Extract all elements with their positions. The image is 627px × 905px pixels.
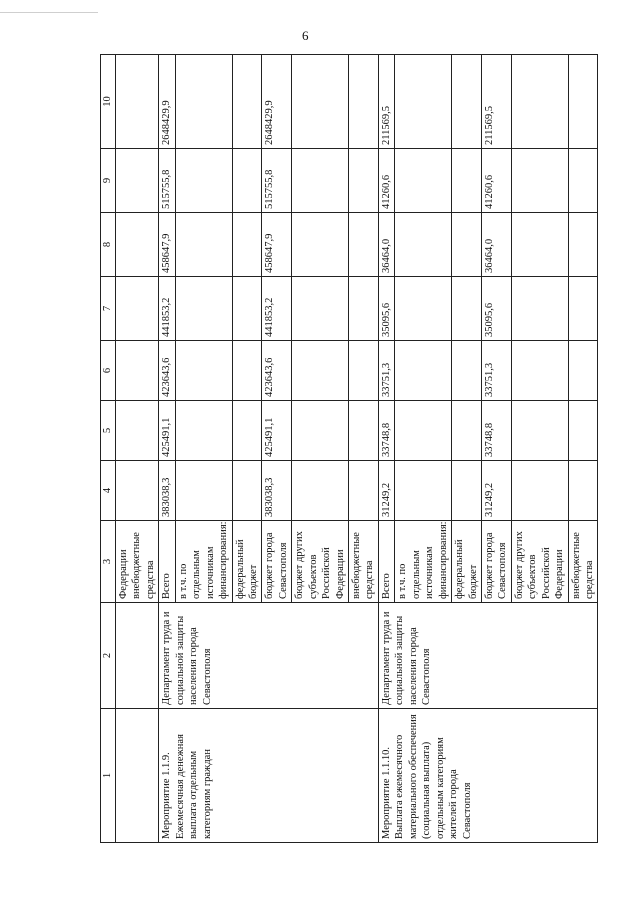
value-cell <box>349 401 379 461</box>
value-cell <box>511 341 568 401</box>
value-cell: 31249,2 <box>378 461 394 521</box>
value-cell <box>175 277 232 341</box>
value-cell <box>116 55 159 149</box>
value-cell: 423643,6 <box>159 341 175 401</box>
value-cell: 211569,5 <box>481 55 511 149</box>
source-label: внебюджетные средства <box>131 532 156 599</box>
value-cell <box>395 149 452 213</box>
value-cell: 425491,1 <box>159 401 175 461</box>
value-cell <box>568 461 598 521</box>
value-cell: 2648429,9 <box>159 55 175 149</box>
value-cell <box>395 461 452 521</box>
value-cell <box>116 149 159 213</box>
funding-source: федеральный бюджет <box>232 521 262 603</box>
value-cell <box>232 461 262 521</box>
value-cell: 33748,8 <box>378 401 394 461</box>
value-cell: 515755,8 <box>262 149 292 213</box>
value-cell <box>568 341 598 401</box>
value-cell <box>395 401 452 461</box>
measure-name: Мероприятие 1.1.10. Выплата ежемесячного материального обеспечения (социальная выплата) отдельным категориям жителей города Севастополя <box>378 709 598 843</box>
value-cell <box>292 213 349 277</box>
value-cell <box>175 55 232 149</box>
value-cell: 41260,6 <box>481 149 511 213</box>
value-cell <box>511 461 568 521</box>
value-cell <box>452 149 482 213</box>
value-cell <box>292 149 349 213</box>
executor-name: Департамент труда и социальной защиты населения города Севастополя <box>159 603 379 709</box>
funding-source: в т.ч. по отдельным источникам финансирования: <box>175 521 232 603</box>
funding-source: бюджет города Севастополя <box>481 521 511 603</box>
value-cell <box>292 401 349 461</box>
funding-source: бюджет других субъектов Российской Федерации <box>511 521 568 603</box>
value-cell <box>568 401 598 461</box>
column-number: 4 <box>101 461 116 521</box>
value-cell <box>568 277 598 341</box>
value-cell: 33751,3 <box>481 341 511 401</box>
value-cell: 33748,8 <box>481 401 511 461</box>
value-cell: 458647,9 <box>159 213 175 277</box>
value-cell <box>349 55 379 149</box>
value-cell <box>511 277 568 341</box>
value-cell <box>511 401 568 461</box>
value-cell: 33751,3 <box>378 341 394 401</box>
value-cell <box>232 55 262 149</box>
value-cell: 35095,6 <box>378 277 394 341</box>
value-cell: 425491,1 <box>262 401 292 461</box>
value-cell <box>116 401 159 461</box>
table-body <box>101 55 598 843</box>
column-number-row <box>101 55 116 843</box>
funding-source: в т.ч. по отдельным источникам финансирования: <box>395 521 452 603</box>
page-number: 6 <box>302 28 309 43</box>
column-number: 1 <box>101 709 116 843</box>
funding-source: Всего <box>159 521 175 603</box>
value-cell <box>452 213 482 277</box>
value-cell <box>349 277 379 341</box>
value-cell <box>452 401 482 461</box>
executor-name: Департамент труда и социальной защиты населения города Севастополя <box>378 603 598 709</box>
continuation-row <box>116 55 159 843</box>
value-cell: 441853,2 <box>262 277 292 341</box>
value-cell <box>292 341 349 401</box>
value-cell <box>175 341 232 401</box>
column-number: 5 <box>101 401 116 461</box>
value-cell <box>116 341 159 401</box>
column-number: 10 <box>101 55 116 149</box>
scan-edge-mark <box>0 12 98 13</box>
value-cell: 441853,2 <box>159 277 175 341</box>
value-cell <box>452 55 482 149</box>
value-cell <box>232 401 262 461</box>
value-cell <box>511 55 568 149</box>
value-cell <box>452 277 482 341</box>
value-cell: 423643,6 <box>262 341 292 401</box>
column-number: 2 <box>101 603 116 709</box>
value-cell <box>232 213 262 277</box>
value-cell <box>116 213 159 277</box>
value-cell: 383038,3 <box>159 461 175 521</box>
value-cell <box>116 461 159 521</box>
value-cell <box>568 55 598 149</box>
value-cell <box>395 341 452 401</box>
value-cell <box>568 213 598 277</box>
value-cell <box>349 213 379 277</box>
value-cell <box>349 341 379 401</box>
value-cell <box>395 213 452 277</box>
value-cell: 41260,6 <box>378 149 394 213</box>
value-cell <box>349 149 379 213</box>
value-cell: 36464,0 <box>378 213 394 277</box>
value-cell <box>116 277 159 341</box>
value-cell <box>175 213 232 277</box>
funding-source: внебюджетные средства <box>568 521 598 603</box>
value-cell: 36464,0 <box>481 213 511 277</box>
funding-source: бюджет города Севастополя <box>262 521 292 603</box>
table-row <box>159 55 175 843</box>
value-cell <box>232 341 262 401</box>
value-cell: 31249,2 <box>481 461 511 521</box>
value-cell <box>395 55 452 149</box>
table-row <box>378 55 394 843</box>
program-financing-table <box>100 54 598 843</box>
column-number: 8 <box>101 213 116 277</box>
value-cell <box>349 461 379 521</box>
rotated-table-wrapper <box>100 55 595 843</box>
value-cell <box>292 55 349 149</box>
value-cell <box>232 149 262 213</box>
column-number: 3 <box>101 521 116 603</box>
funding-source: бюджет других субъектов Российской Федерации <box>292 521 349 603</box>
measure-name-cell <box>116 709 159 843</box>
value-cell <box>452 341 482 401</box>
value-cell: 2648429,9 <box>262 55 292 149</box>
column-number: 7 <box>101 277 116 341</box>
value-cell <box>511 149 568 213</box>
value-cell: 35095,6 <box>481 277 511 341</box>
value-cell <box>511 213 568 277</box>
measure-name: Мероприятие 1.1.9. Ежемесячная денежная выплата отдельным категориям граждан <box>159 709 379 843</box>
value-cell: 211569,5 <box>378 55 394 149</box>
value-cell <box>292 277 349 341</box>
value-cell <box>395 277 452 341</box>
value-cell <box>568 149 598 213</box>
value-cell: 383038,3 <box>262 461 292 521</box>
source-cell <box>116 521 159 603</box>
value-cell <box>175 149 232 213</box>
value-cell <box>175 461 232 521</box>
column-number: 9 <box>101 149 116 213</box>
source-label: Федерации <box>118 549 129 599</box>
funding-source: Всего <box>378 521 394 603</box>
funding-source: федеральный бюджет <box>452 521 482 603</box>
executor-cell <box>116 603 159 709</box>
value-cell <box>292 461 349 521</box>
column-number: 6 <box>101 341 116 401</box>
funding-source: внебюджетные средства <box>349 521 379 603</box>
value-cell: 458647,9 <box>262 213 292 277</box>
value-cell <box>452 461 482 521</box>
value-cell: 515755,8 <box>159 149 175 213</box>
value-cell <box>175 401 232 461</box>
value-cell <box>232 277 262 341</box>
